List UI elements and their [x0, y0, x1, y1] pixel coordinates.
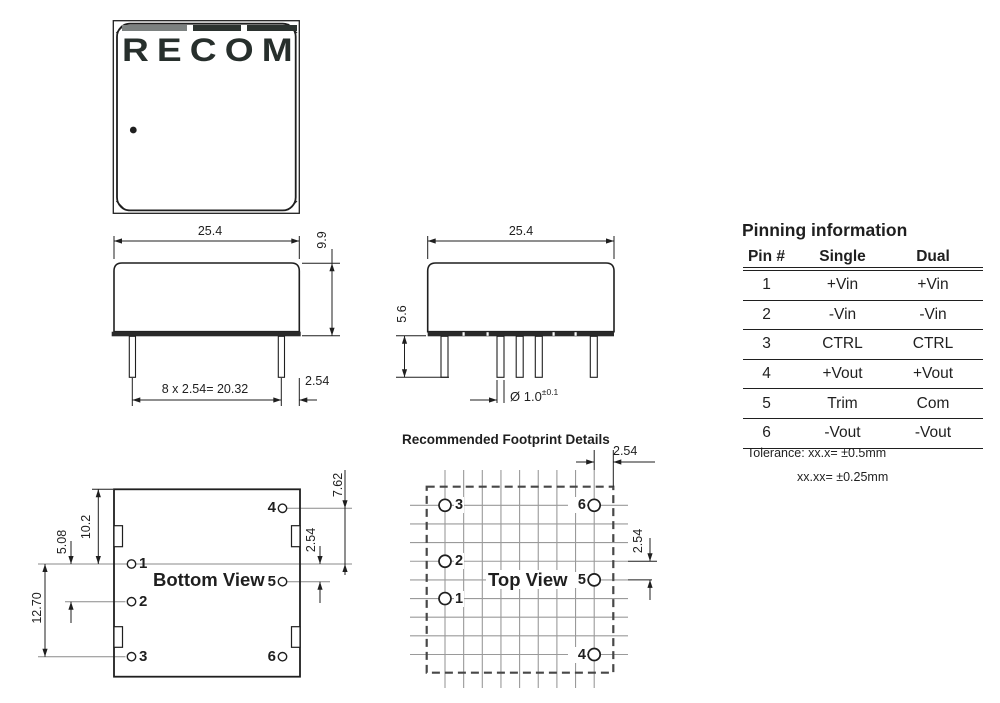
arrowhead: [68, 602, 73, 610]
side-view: [396, 236, 614, 403]
dim-label-pin1-pin2: 5.08: [55, 529, 69, 555]
pad-circle: [439, 555, 451, 567]
dim-label-pin-diameter: [510, 385, 558, 404]
pad-circle: [439, 499, 451, 511]
dim-label-pin5-below: 2.54: [304, 527, 318, 553]
side-body: [428, 263, 614, 332]
pin-cell: 2: [762, 305, 771, 323]
pad-circle: [588, 649, 600, 661]
single-cell: -Vin: [828, 305, 857, 323]
arrowhead: [42, 564, 47, 572]
arrowhead: [132, 397, 140, 402]
bottom-view-label: Bottom View: [153, 569, 265, 590]
table-row: [743, 271, 983, 301]
arrowhead: [428, 238, 436, 243]
pad-number-4: 4: [568, 647, 587, 663]
single-cell: CTRL: [822, 335, 863, 353]
front-pin: [129, 336, 135, 377]
dual-cell: -Vout: [914, 424, 952, 442]
table-row: [743, 330, 983, 360]
pin-cell: 5: [762, 394, 771, 412]
dim-label-pin4-above: 7.62: [331, 472, 345, 498]
dim-label-footprint-h: 2.54: [613, 444, 638, 458]
arrowhead: [299, 397, 307, 402]
pad-circle: [588, 499, 600, 511]
arrowhead: [291, 238, 299, 243]
arrowhead: [342, 564, 347, 572]
arrowhead: [606, 238, 614, 243]
dim-label-side-width: 25.4: [508, 224, 534, 238]
dim-label-front-height: 9.9: [315, 231, 329, 249]
arrowhead: [273, 397, 281, 402]
logo-bar-gray: [122, 25, 187, 31]
corner-chamfer: [116, 201, 125, 210]
pin-number-3: 3: [139, 647, 148, 665]
corner-chamfer: [288, 201, 297, 210]
case-notch: [114, 627, 123, 648]
pin1-indicator-dot: [130, 127, 137, 134]
arrowhead: [402, 369, 407, 377]
arrowhead: [489, 397, 497, 402]
pad-number-6: 6: [568, 497, 587, 513]
pad-circle: [588, 574, 600, 586]
dim-label-pin1-pin3: 12.70: [30, 592, 44, 624]
pinning-header-pin: Pin #: [747, 247, 786, 265]
pin-diameter-tolerance: ±0.1: [541, 387, 559, 397]
pin-cell: 6: [762, 424, 771, 442]
brand-logo: RECOM: [122, 32, 301, 68]
pin-circle: [127, 598, 135, 606]
single-cell: +Vout: [822, 365, 863, 383]
arrowhead: [586, 459, 594, 464]
dual-cell: Com: [916, 394, 950, 412]
single-cell: -Vout: [824, 424, 861, 442]
pin-number-6: 6: [267, 647, 276, 665]
pad-number-3: 3: [455, 497, 464, 514]
footprint-title: Recommended Footprint Details: [402, 432, 610, 447]
arrowhead: [42, 649, 47, 657]
pad-number-5: 5: [568, 572, 587, 588]
dual-cell: CTRL: [912, 335, 954, 353]
dual-cell: -Vin: [919, 305, 947, 323]
dim-label-pin-span: 8 x 2.54= 20.32: [161, 382, 249, 396]
pinning-header-single: Single: [819, 247, 866, 265]
dim-label-pin-edge: 2.54: [305, 374, 330, 388]
side-pin: [497, 336, 504, 377]
base-plate-gap: [553, 332, 555, 336]
pad-number-2: 2: [455, 553, 464, 570]
pin-cell: 1: [762, 276, 771, 294]
base-plate-gap: [487, 332, 489, 336]
table-row: [743, 301, 983, 331]
pinning-header-dual: Dual: [916, 247, 950, 265]
pin-number-1: 1: [139, 555, 148, 572]
top-view-label: Top View: [488, 569, 568, 590]
tolerance-note-line1: Tolerance: xx.x= ±0.5mm: [747, 446, 887, 460]
pinning-header-row: [743, 246, 983, 271]
arrowhead: [68, 556, 73, 564]
dual-cell: +Vout: [912, 365, 954, 383]
table-row: [743, 419, 983, 449]
arrowhead: [329, 263, 334, 271]
pin-cell: 3: [762, 335, 771, 353]
dual-cell: +Vin: [917, 276, 949, 294]
pad-circle: [439, 593, 451, 605]
logo-bar-dark: [247, 25, 297, 31]
case-notch: [114, 526, 123, 547]
pin-circle: [127, 653, 135, 661]
pin-number-5: 5: [267, 572, 276, 590]
dim-label-pin-length: 5.6: [395, 305, 409, 323]
side-base-plate: [428, 332, 614, 337]
arrowhead: [96, 489, 101, 497]
base-plate-gap: [575, 332, 577, 336]
pad-number-1: 1: [455, 590, 464, 607]
table-row: [743, 389, 983, 419]
pin-number-2: 2: [139, 592, 148, 610]
dim-label-footprint-v: 2.54: [631, 528, 645, 554]
front-pin: [278, 336, 284, 377]
arrowhead: [317, 556, 322, 564]
single-cell: +Vin: [826, 276, 859, 294]
pin-cell: 4: [762, 365, 771, 383]
arrowhead: [613, 459, 621, 464]
arrowhead: [647, 580, 652, 588]
pin-diameter-value: Ø 1.0: [510, 389, 542, 404]
pin-circle: [278, 578, 286, 586]
side-pin: [590, 336, 597, 377]
pin-circle: [278, 653, 286, 661]
single-cell: Trim: [827, 394, 858, 412]
side-pin: [441, 336, 448, 377]
pinning-title: Pinning information: [742, 220, 908, 240]
arrowhead: [329, 328, 334, 336]
dim-label-pin1-from-top: 10.2: [79, 514, 93, 540]
pin-number-4: 4: [267, 499, 276, 517]
front-base-plate: [112, 332, 301, 337]
base-plate-gap: [463, 332, 465, 336]
pin-circle: [278, 504, 286, 512]
case-notch: [292, 526, 301, 547]
side-pin: [516, 336, 523, 377]
arrowhead: [96, 556, 101, 564]
pinning-table: [743, 246, 983, 449]
logo-bar-dark: [193, 25, 241, 31]
pin-circle: [127, 560, 135, 568]
arrowhead: [317, 582, 322, 590]
case-notch: [292, 627, 301, 648]
side-pin: [535, 336, 542, 377]
table-row: [743, 360, 983, 390]
arrowhead: [647, 553, 652, 561]
arrowhead: [114, 238, 122, 243]
front-body: [114, 263, 299, 332]
tolerance-note-line2: xx.xx= ±0.25mm: [797, 470, 889, 484]
dim-label-front-width: 25.4: [197, 224, 223, 238]
